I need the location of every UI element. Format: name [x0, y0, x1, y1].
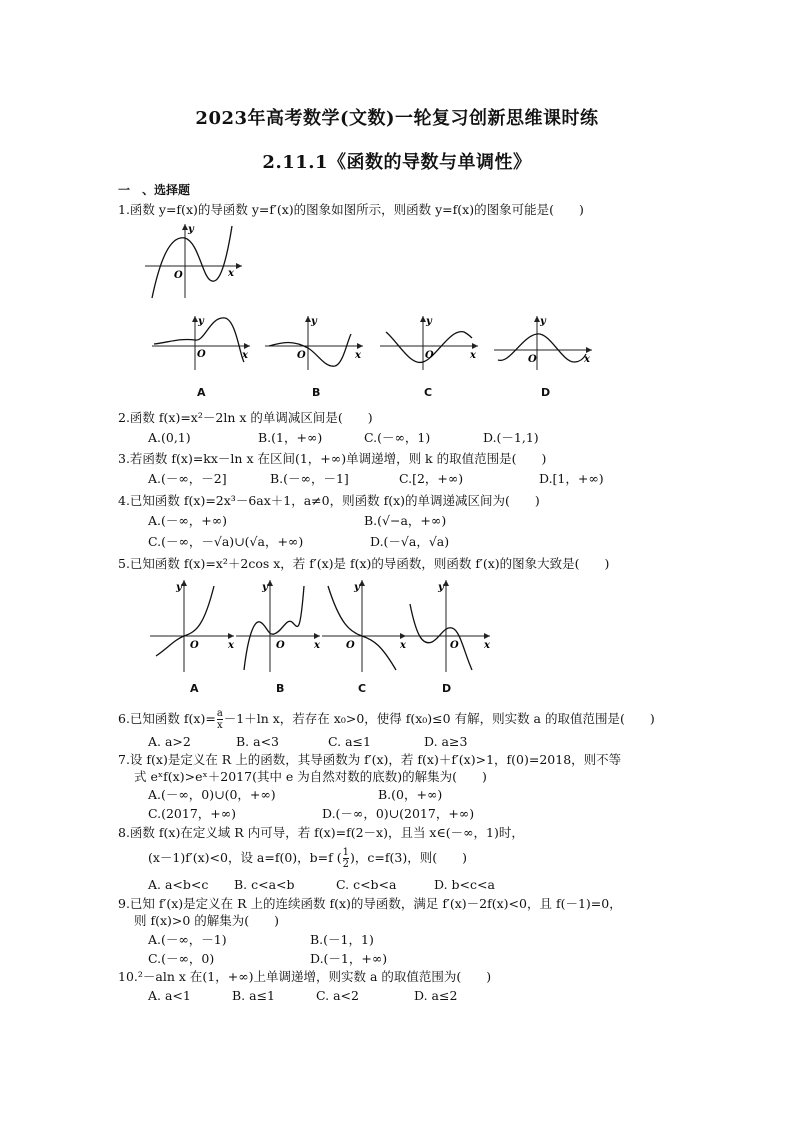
q7-option-a: A.(－∞，0)∪(0，+∞) [148, 787, 276, 802]
svg-text:x: x [584, 354, 590, 365]
svg-text:y: y [198, 316, 204, 327]
q1-option-c-graph [378, 312, 483, 372]
svg-text:x: x [242, 350, 248, 361]
q7-option-c: C.(2017，+∞) [148, 806, 237, 821]
q1-origin-label: O [174, 270, 183, 281]
q1-label-b: B [312, 386, 321, 399]
q3-option-c: C.[2，+∞) [399, 471, 464, 486]
svg-text:O: O [197, 349, 206, 360]
svg-text:O: O [346, 640, 355, 651]
question-1-text: 1.函数 y=f(x)的导函数 y=f′(x)的图象如图所示，则函数 y=f(x)的图象可能是( ) [118, 202, 584, 217]
q5-label-a: A [190, 682, 199, 695]
q8-option-d: D. b<c<a [434, 877, 495, 892]
q1-y-label: y [188, 224, 194, 235]
svg-text:y: y [354, 582, 360, 593]
question-7-text-line2: 式 eˣf(x)>eˣ＋2017(其中 e 为自然对数的底数)的解集为( ) [134, 769, 487, 784]
q6-option-d: D. a≥3 [424, 734, 468, 749]
q1-option-d-graph [492, 312, 597, 372]
question-10-text: 10.²－aln x 在(1，+∞)上单调递增，则实数 a 的取值范围为( ) [118, 969, 492, 984]
q1-derivative-graph [140, 220, 250, 300]
q2-option-b: B.(1，+∞) [258, 430, 323, 445]
svg-text:x: x [355, 350, 361, 361]
q3-option-b: B.(－∞，－1] [270, 471, 349, 486]
svg-text:O: O [297, 350, 306, 361]
svg-text:O: O [425, 350, 434, 361]
svg-text:y: y [262, 582, 268, 593]
section-heading: 一 、选择题 [118, 183, 191, 197]
q8-fraction: $\frac{1}{2}$ [342, 847, 350, 870]
q1-label-d: D [541, 386, 551, 399]
q1-option-b-graph [263, 312, 368, 372]
q6-option-a: A. a>2 [148, 734, 191, 749]
svg-text:O: O [450, 640, 459, 651]
q2-option-a: A.(0,1) [148, 430, 191, 445]
q1-option-a-graph [150, 312, 255, 372]
q1-x-label: x [228, 268, 234, 279]
q10-option-b: B. a≤1 [232, 988, 276, 1003]
svg-text:x: x [228, 640, 234, 651]
q5-option-a-graph [148, 576, 238, 674]
q10-option-c: C. a<2 [316, 988, 359, 1003]
question-8-text-line1: 8.函数 f(x)在定义域 R 内可导，若 f(x)=f(2－x)，且当 x∈(－∞，1)时， [118, 825, 524, 840]
page-subtitle: 2.11.1《函数的导数与单调性》 [262, 152, 532, 173]
svg-text:O: O [528, 354, 537, 365]
q10-option-d: D. a≤2 [414, 988, 458, 1003]
q4-option-a: A.(－∞，+∞) [148, 513, 228, 528]
q10-option-a: A. a<1 [148, 988, 191, 1003]
svg-text:x: x [400, 640, 406, 651]
svg-text:x: x [314, 640, 320, 651]
question-8-text-line2: (x－1)f′(x)<0，设 a=f(0)，b=f ( $\frac{1}{2}$ )，c=f(3)，则( ) [148, 847, 467, 870]
question-5-text: 5.已知函数 f(x)=x²＋2cos x，若 f′(x)是 f(x)的导函数，则函数 f′(x)的图象大致是( ) [118, 556, 610, 571]
q7-option-d: D.(－∞，0)∪(2017，+∞) [322, 806, 475, 821]
svg-text:y: y [540, 316, 546, 327]
q8-option-a: A. a<b<c [148, 877, 209, 892]
q4-option-c: C.(－∞，－√a)∪(√a，+∞) [148, 534, 304, 549]
question-3-text: 3.若函数 f(x)=kx－ln x 在区间(1，+∞)单调递增，则 k 的取值范围是( ) [118, 451, 547, 466]
svg-text:y: y [311, 316, 317, 327]
question-6-text: 6.已知函数 f(x)= $\frac{a}{x}$ －1＋ln x，若存在 x₀>0，使得 f(x₀)≤0 有解，则实数 a 的取值范围是( ) [118, 708, 655, 731]
q9-option-a: A.(－∞，－1) [148, 932, 227, 947]
q6-option-c: C. a≤1 [328, 734, 371, 749]
question-9-text-line1: 9.已知 f′(x)是定义在 R 上的连续函数 f(x)的导函数，满足 f′(x)－2f(x)<0，且 f(－1)=0， [118, 896, 622, 911]
q8-option-c: C. c<b<a [336, 877, 397, 892]
q1-label-c: C [424, 386, 433, 399]
q5-label-b: B [276, 682, 285, 695]
question-9-text-line2: 则 f(x)>0 的解集为( ) [134, 913, 280, 928]
q4-option-b: B.(√−a，+∞) [364, 513, 447, 528]
svg-text:y: y [176, 582, 182, 593]
q2-option-c: C.(－∞，1) [364, 430, 431, 445]
svg-text:O: O [276, 640, 285, 651]
q6-fraction: $\frac{a}{x}$ [216, 708, 223, 731]
q9-option-c: C.(－∞，0) [148, 951, 215, 966]
q2-option-d: D.(－1,1) [483, 430, 539, 445]
q5-label-c: C [358, 682, 367, 695]
q6-option-b: B. a<3 [236, 734, 280, 749]
svg-text:y: y [426, 316, 432, 327]
q9-option-d: D.(－1，+∞) [310, 951, 388, 966]
svg-text:O: O [190, 640, 199, 651]
q5-option-c-graph [320, 576, 410, 674]
q4-option-d: D.(－√a，√a) [370, 534, 450, 549]
q5-label-d: D [442, 682, 452, 695]
q3-option-a: A.(－∞，－2] [148, 471, 227, 486]
q5-option-d-graph [404, 576, 494, 674]
q3-option-d: D.[1，+∞) [539, 471, 604, 486]
question-4-text: 4.已知函数 f(x)=2x³－6ax＋1，a≠0，则函数 f(x)的单调递减区间为( ) [118, 493, 540, 508]
q5-option-b-graph [234, 576, 324, 674]
page-title: 2023年高考数学(文数)一轮复习创新思维课时练 [195, 108, 599, 129]
question-2-text: 2.函数 f(x)=x²－2ln x 的单调减区间是( ) [118, 410, 373, 425]
svg-text:y: y [438, 582, 444, 593]
question-7-text-line1: 7.设 f(x)是定义在 R 上的函数，其导函数为 f′(x)，若 f(x)＋f′(x)>1，f(0)=2018，则不等 [118, 752, 622, 767]
svg-text:x: x [484, 640, 490, 651]
q9-option-b: B.(－1，1) [310, 932, 374, 947]
q1-label-a: A [197, 386, 206, 399]
q8-option-b: B. c<a<b [234, 877, 295, 892]
svg-text:x: x [470, 350, 476, 361]
q7-option-b: B.(0，+∞) [378, 787, 443, 802]
